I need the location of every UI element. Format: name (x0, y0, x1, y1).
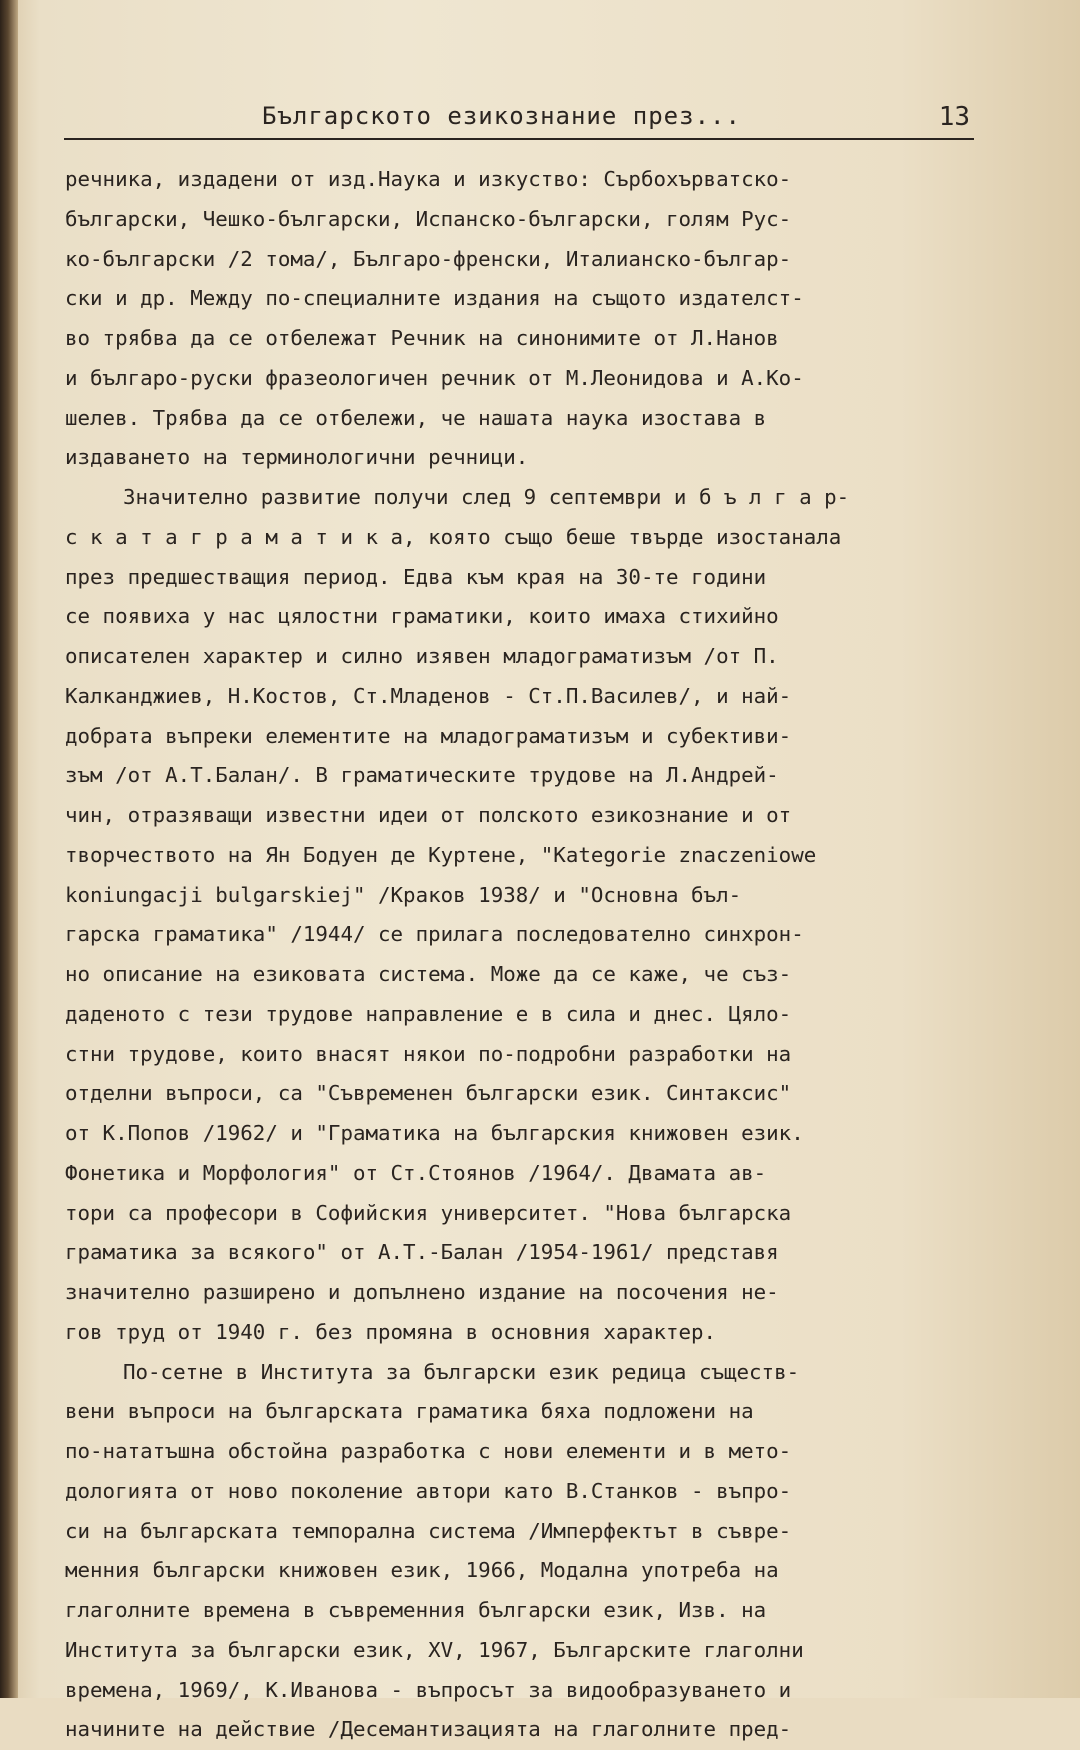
text-line: граматика за всякого" от А.Т.-Балан /1954-1961/ представя (65, 1240, 779, 1265)
text-line: глаголните времена в съвременния български език, Изв. на (65, 1598, 767, 1622)
text-line: издаването на терминологични речници. (65, 445, 529, 470)
text-line: стни трудове, които внасят някои по-подробни разработки на (65, 1041, 792, 1066)
text-line: дологията от ново поколение автори като В.Станков - въпро- (65, 1478, 792, 1503)
text-line: от К.Попов /1962/ и "Граматика на българския книжовен език. (65, 1121, 804, 1145)
text-line: се появиха у нас цялостни граматики, които имаха стихийно (65, 604, 779, 629)
text-line: български, Чешко-български, Испанско-български, голям Рус- (65, 206, 792, 231)
text-line: значително разширено и допълнено издание на посочения не- (65, 1280, 779, 1304)
text-line: времена, 1969/, К.Иванова - въпросът за видообразуването и (65, 1677, 792, 1702)
text-line: Института за български език, XV, 1967, Българските глаголни (65, 1637, 804, 1662)
text-line: ко-български /2 тома/, Българо-френски, Италианско-българ- (65, 246, 792, 271)
text-line: зъм /от А.Т.Балан/. В граматическите трудове на Л.Андрей- (65, 763, 779, 788)
text-line: отделни въпроси, са "Съвременен български език. Синтаксис" (65, 1081, 792, 1106)
text-line: Калканджиев, Н.Костов, Ст.Младенов - Ст.П.Василев/, и най- (65, 683, 792, 708)
text-line: си на българската темпорална система /Имперфектът в съвре- (65, 1518, 792, 1543)
text-line: с к а т а г р а м а т и к а, която също беше твърде изостанала (65, 524, 842, 549)
text-line: Фонетика и Морфология" от Ст.Стоянов /1964/. Двамата ав- (65, 1160, 767, 1185)
text-line: чин, отразяващи известни идеи от полското езикознание и от (65, 803, 792, 827)
text-line: речника, издадени от изд.Наука и изкуство: Сърбохърватско- (65, 167, 792, 191)
text-line: начините на действие /Десемантизацията на глаголните пред- (65, 1717, 792, 1742)
text-line: но описание на езиковата система. Може да се каже, че съз- (65, 962, 792, 986)
text-line: през предшестващия период. Едва към края на 30-те години (65, 564, 767, 589)
text-line: описателен характер и силно изявен младограматизъм /от П. (65, 644, 779, 668)
page-number: 13 (938, 102, 970, 132)
text-line: гарска граматика" /1944/ се прилага последователно синхрон- (65, 922, 804, 947)
paragraph-start-line: Значително развитие получи след 9 септември и б ъ л г а р- (123, 485, 850, 509)
text-line: во трябва да се отбележат Речник на синонимите от Л.Нанов (65, 326, 779, 350)
text-line: тори са професори в Софийския университет. "Нова българска (65, 1200, 792, 1225)
text-line: менния български книжовен език, 1966, Модална употреба на (65, 1558, 779, 1583)
running-title: Българското езикознание през... (262, 102, 741, 130)
text-line: добрата въпреки елементите на младограматизъм и субективи- (65, 723, 792, 748)
body-text (65, 160, 1005, 1750)
text-line: ски и др. Между по-специалните издания на същото издателст- (65, 286, 804, 311)
text-line: гов труд от 1940 г. без промяна в основния характер. (65, 1319, 717, 1344)
text-line: и българо-руски фразеологичен речник от М.Леонидова и А.Ко- (65, 365, 804, 390)
text-line: даденото с тези трудове направление е в сила и днес. Цяло- (65, 1001, 792, 1026)
text-line: по-нататъшна обстойна разработка с нови елементи и в мето- (65, 1439, 792, 1463)
text-line: творчеството на Ян Бодуен де Куртене, "Kategorie znaczeniowe (65, 842, 817, 867)
text-line: koniungacji bulgarskiej" /Краков 1938/ и "Основна бъл- (65, 882, 742, 907)
text-line: шелев. Трябва да се отбележи, че нашата наука изостава в (65, 405, 767, 430)
binding-edge (0, 0, 18, 1698)
paragraph-start-line: По-сетне в Института за български език редица съществ- (123, 1359, 800, 1384)
page-header (64, 98, 974, 140)
text-line: вени въпроси на българската граматика бяха подложени на (65, 1399, 754, 1424)
